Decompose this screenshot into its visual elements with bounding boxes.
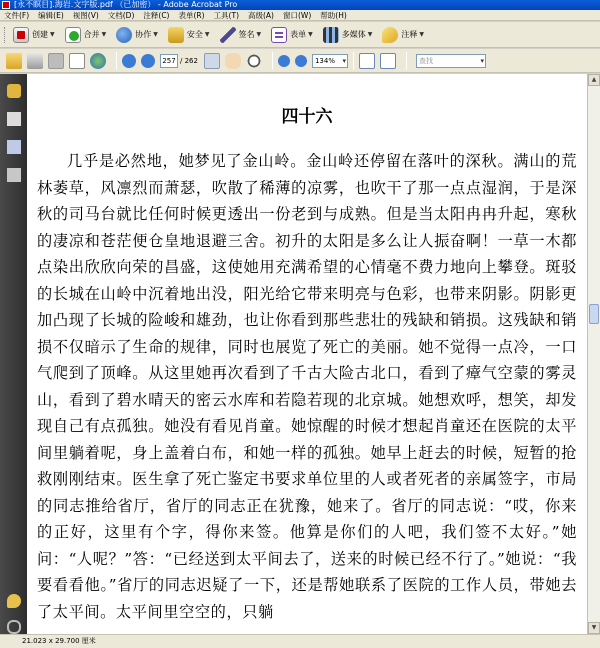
collaborate-button[interactable]: 协作 ▼ bbox=[114, 25, 160, 45]
scroll-down-arrow-icon[interactable]: ▼ bbox=[588, 622, 600, 634]
forms-button[interactable]: 表单 ▼ bbox=[269, 25, 315, 45]
zoom-tool-icon[interactable] bbox=[246, 53, 262, 69]
combine-label: 合并 bbox=[83, 30, 100, 39]
menu-document[interactable]: 文档(D) bbox=[107, 11, 135, 20]
create-label: 创建 bbox=[32, 30, 48, 39]
menu-view[interactable]: 视图(V) bbox=[72, 11, 99, 20]
print-icon[interactable] bbox=[27, 53, 43, 69]
multimedia-label: 多媒体 bbox=[341, 30, 366, 39]
multimedia-button[interactable]: 多媒体 ▼ bbox=[321, 25, 375, 45]
document-page[interactable] bbox=[27, 74, 587, 634]
fit-page-icon[interactable] bbox=[359, 53, 375, 69]
chapter-title: 四十六 bbox=[281, 107, 333, 127]
save-icon[interactable] bbox=[48, 53, 64, 69]
chapter-body-text: 几乎是必然地，她梦见了金山岭。金山岭还停留在落叶的深秋。满山的荒林萎草，风凛烈而萧瑟，吹散了稀薄的凉雾，也吹干了那一点点湿润，于是深秋的司马台就比任何时候更透出一份老到与成熟。但是当太阳冉冉升起，寒秋的凄凉和苍茫便仓皇地退避三舍。初升的太阳是多么让人振奋啊！一草一木都点染出欣欣向荣的昌盛，这使她用充满希望的心情毫不费力地向上攀登。斑驳的长城在山岭中沉着地出没，阳光给它带来明亮与色彩，也带来阴影。阴影更加凸现了长城的险峻和雄劲，也让你看到那些悲壮的残缺和销损。这残缺和销损不仅暗示了生命的规律，同时也展览了死亡的美丽。她不觉得一点冷，一口气爬到了顶峰。从这里她再次看到了千古大险古北口，看到了瘴气空蒙的雾灵山，看到了碧水晴天的密云水库和若隐若现的北京城。她想欢呼，想笑，却发现自己有点孤独。她没有看见肖童。她惊醒的时候才想起肖童还在医院的太平间里躺着呢，身上盖着白布，和她一样的孤独。她早上赶去的时候，短暂的抢救刚刚结束。医生拿了死亡鉴定书要求单位里的人或者死者的亲属签字，市局的同志推给省厅，省厅的同志正在犹豫，她来了。省厅的同志说：“哎，你来的正好，这里有个字，得你来签。他算是你们的人吧，我们签不太好。”她问：“人呢？”答：“已经送到太平间去了，送来的时候已经不行了。”她说：“我要看看他。”省厅的同志迟疑了一下，还是帮她联系了医院的工作人员，带她去了太平间。太平间里空空的，只躺 bbox=[37, 152, 577, 621]
zoom-in-icon[interactable] bbox=[295, 55, 307, 67]
forms-label: 表单 bbox=[290, 30, 307, 39]
create-button[interactable]: 创建 ▼ bbox=[11, 25, 57, 45]
next-page-icon[interactable] bbox=[141, 54, 155, 68]
pen-sign-icon bbox=[220, 27, 236, 43]
scroll-up-arrow-icon[interactable]: ▲ bbox=[588, 74, 600, 86]
menu-edit[interactable]: 编辑(E) bbox=[38, 11, 64, 20]
menu-bar bbox=[0, 10, 600, 21]
vertical-scrollbar[interactable] bbox=[587, 74, 600, 634]
status-bar bbox=[0, 634, 600, 648]
collaborate-icon bbox=[116, 27, 132, 43]
page-total: / 262 bbox=[180, 56, 198, 65]
comment-button[interactable]: 注释 ▼ bbox=[380, 25, 426, 45]
comments-panel-icon[interactable] bbox=[7, 594, 21, 608]
navigation-pane bbox=[0, 74, 27, 634]
secure-button[interactable]: 安全 ▼ bbox=[166, 25, 212, 45]
combine-icon bbox=[65, 27, 81, 43]
zoom-out-icon[interactable] bbox=[278, 55, 290, 67]
scroll-thumb[interactable] bbox=[589, 304, 599, 324]
collaborate-label: 协作 bbox=[135, 30, 152, 39]
comment-label: 注释 bbox=[401, 30, 418, 39]
menu-file[interactable]: 文件(F) bbox=[4, 11, 30, 20]
menu-help[interactable]: 帮助(H) bbox=[320, 11, 347, 20]
lock-icon bbox=[168, 27, 184, 43]
navigation-toolbar bbox=[0, 49, 600, 73]
tasks-toolbar bbox=[0, 22, 600, 48]
open-folder-icon[interactable] bbox=[6, 53, 22, 69]
comment-pencil-icon bbox=[382, 27, 398, 43]
secure-label: 安全 bbox=[186, 30, 203, 39]
menu-comments[interactable]: 注释(C) bbox=[143, 11, 170, 20]
select-text-cursor-icon[interactable] bbox=[204, 53, 220, 69]
sign-button[interactable]: 签名 ▼ bbox=[218, 25, 264, 45]
signatures-panel-icon[interactable] bbox=[7, 168, 21, 182]
toolbar-grip[interactable] bbox=[4, 27, 7, 43]
attachments-paperclip-icon[interactable] bbox=[7, 620, 21, 634]
sign-label: 签名 bbox=[238, 30, 255, 39]
zoom-level-select[interactable]: 134% ▾ bbox=[312, 54, 348, 68]
fit-width-icon[interactable] bbox=[380, 53, 396, 69]
menu-advanced[interactable]: 高级(A) bbox=[248, 11, 274, 20]
previous-page-icon[interactable] bbox=[122, 54, 136, 68]
combine-button[interactable]: 合并 ▼ bbox=[63, 25, 109, 45]
pages-panel-icon[interactable] bbox=[7, 112, 21, 126]
hand-tool-icon[interactable] bbox=[225, 53, 241, 69]
globe-icon[interactable] bbox=[90, 53, 106, 69]
bookmarks-panel-icon[interactable] bbox=[7, 140, 21, 154]
page-size-readout: 21.023 x 29.700 厘米 bbox=[22, 637, 96, 645]
page-number-input[interactable]: 257 bbox=[160, 54, 178, 68]
film-icon bbox=[323, 27, 339, 43]
window-titlebar[interactable] bbox=[0, 0, 600, 10]
find-input[interactable]: 查找 ▾ bbox=[416, 54, 486, 68]
create-pdf-icon bbox=[13, 27, 29, 43]
email-icon[interactable] bbox=[69, 53, 85, 69]
window-title: [永不瞑目].海岩.文字版.pdf （已加密） - Adobe Acrobat Pro bbox=[14, 0, 238, 9]
menu-window[interactable]: 窗口(W) bbox=[282, 11, 312, 20]
menu-tools[interactable]: 工具(T) bbox=[213, 11, 239, 20]
acrobat-app-icon bbox=[2, 1, 10, 9]
menu-forms[interactable]: 表单(R) bbox=[178, 11, 205, 20]
lock-security-icon[interactable] bbox=[7, 84, 21, 98]
forms-icon bbox=[271, 27, 287, 43]
